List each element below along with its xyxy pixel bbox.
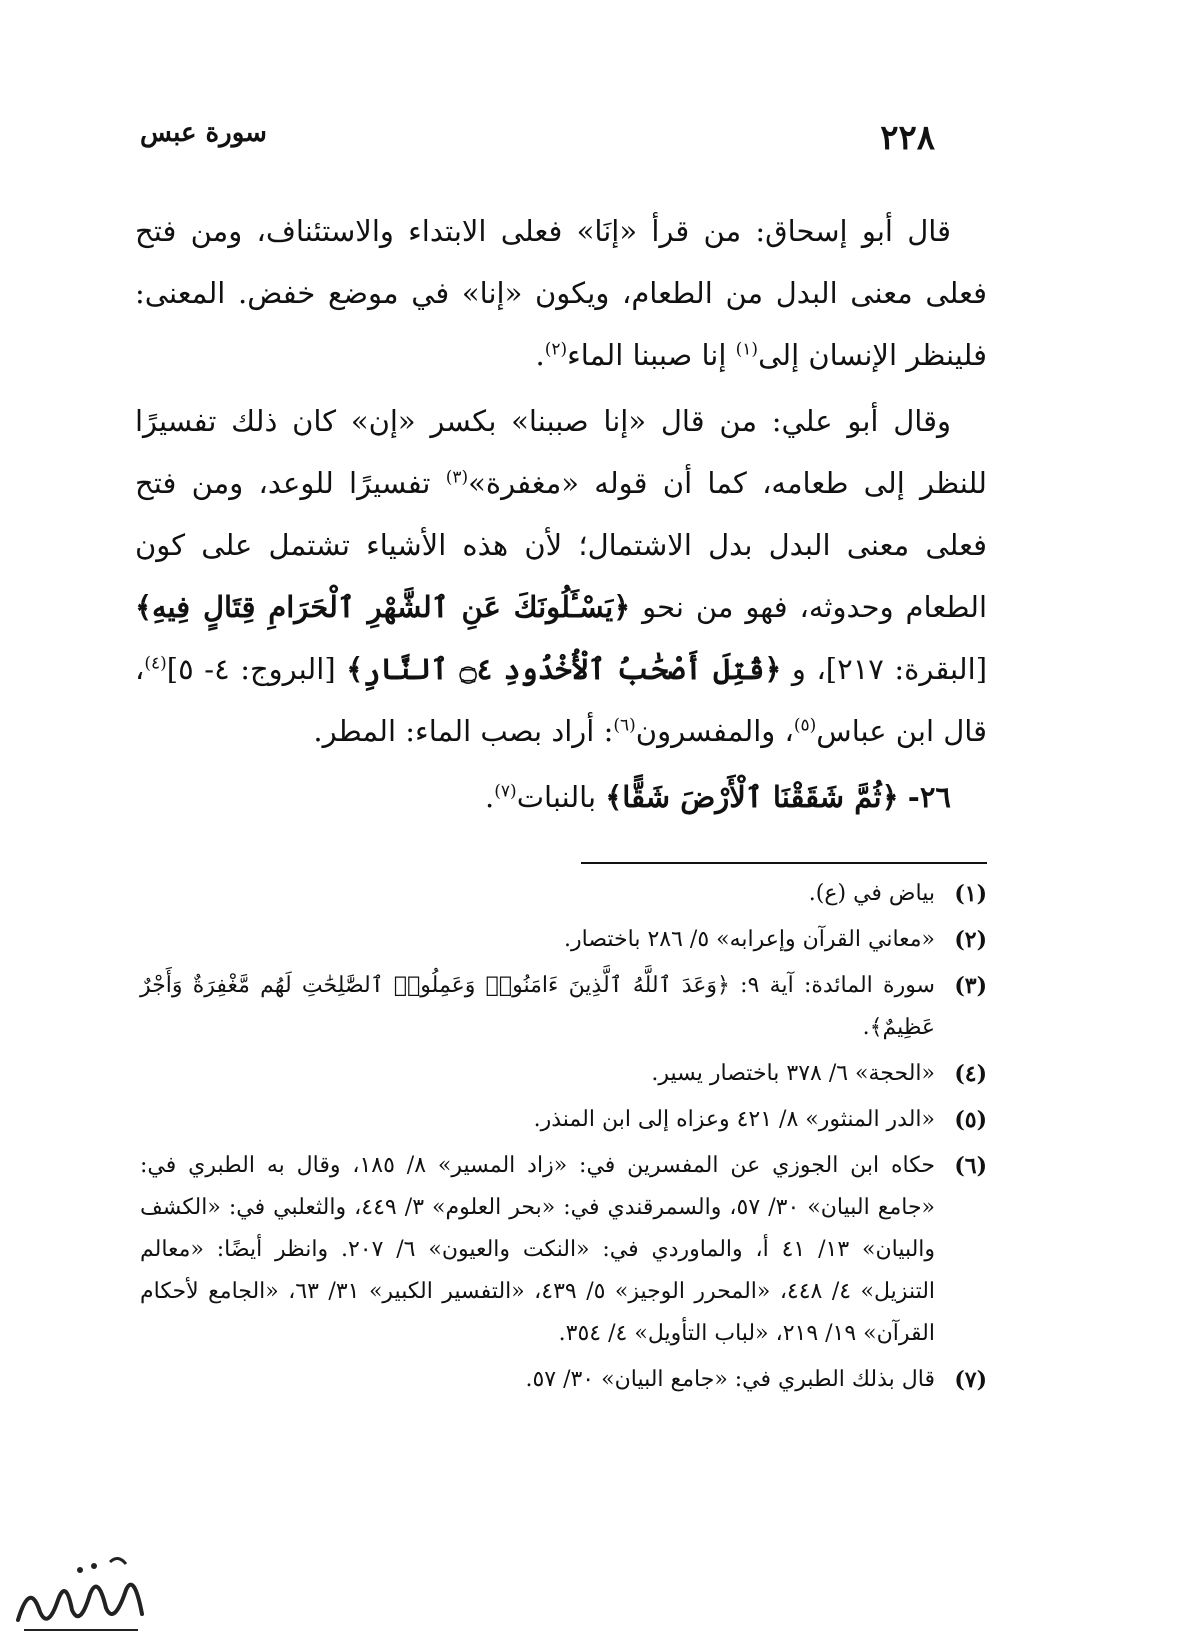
footnote-ref-7[interactable]: (٧) <box>494 781 517 802</box>
footnote-ref-6[interactable]: (٦) <box>613 715 636 736</box>
paragraph-text: . <box>535 338 545 372</box>
page-header <box>140 118 935 168</box>
paragraph-text: [البروج: ٤- ٥] <box>166 652 347 686</box>
footnote-2 <box>140 919 987 961</box>
quran-quote: ﴿يَسْـَٔلُونَكَ عَنِ ٱلشَّهْرِ ٱلْحَرَامِ قِتَالٍ فِيهِ﴾ <box>135 590 631 624</box>
paragraph-text: بالنبات <box>516 780 606 814</box>
footnote-6 <box>140 1145 987 1355</box>
footnote-number: (٣) <box>954 973 987 999</box>
calligraphy-logo-icon <box>10 1550 150 1640</box>
footnote-3 <box>140 965 987 1049</box>
paragraph-text: ، والمفسرون <box>635 714 794 748</box>
paragraph-abu-ishaq <box>135 200 987 386</box>
verse-26 <box>135 766 951 828</box>
footnote-text: سورة المائدة: آية ٩: ﴿وَعَدَ ٱللَّهُ ٱلَّذِينَ ءَامَنُوا۟ وَعَمِلُوا۟ ٱلصَّٰلِحَٰتِ لَهُم مَّغْفِرَةٌ وَأَجْرٌ عَظِيمٌ﴾. <box>140 973 935 1040</box>
footnote-number: (٤) <box>954 1061 987 1087</box>
footnote-number: (٧) <box>954 1367 987 1393</box>
footnotes <box>140 873 987 1405</box>
paragraph-text: وقال أبو علي: من قال «إنا صببنا» بكسر «إن» كان ذلك تفسيرًا للنظر إلى طعامه، كما أن قوله «مغفرة» <box>135 404 987 500</box>
paragraph-text: قال أبو إسحاق: من قرأ «إنَا» فعلى الابتداء والاستئناف، ومن فتح فعلى معنى البدل من الطعام، ويكون «إنا» في موضع خفض. المعنى: فلينظر الإنسان إلى <box>135 214 987 372</box>
footnote-5 <box>140 1099 987 1141</box>
paragraph-abu-ali <box>135 390 987 762</box>
footnote-text: بياض في (ع). <box>808 881 935 906</box>
quran-quote: ﴿قُتِلَ أَصْحَٰبُ ٱلْأُخْدُودِ ۝٤ ٱلنَّارِ﴾ <box>346 652 782 686</box>
paragraph-text: إنا صببنا الماء <box>567 338 736 372</box>
footnote-text: حكاه ابن الجوزي عن المفسرين في: «زاد المسير» ٨/ ١٨٥، وقال به الطبري في: «جامع البيان» ٣٠/ ٥٧، والسمرقندي في: «بحر العلوم» ٣/ ٤٤٩، والثعلبي في: «الكشف والبيان» ١٣/ ٤١ أ، والماوردي في: «النكت والعيون» ٦/ ٢٠٧. وانظر أيضًا: «معالم التنزيل» ٤/ ٤٤٨، «المحرر الوجيز» ٥/ ٤٣٩، «التفسير الكبير» ٣١/ ٦٣، «الجامع لأحكام القرآن» ١٩/ ٢١٩، «لباب التأويل» ٤/ ٣٥٤. <box>140 1153 936 1346</box>
footnote-text: «الدر المنثور» ٨/ ٤٢١ وعزاه إلى ابن المنذر. <box>533 1107 935 1132</box>
running-title: سورة عبس <box>140 118 267 148</box>
footnote-ref-5[interactable]: (٥) <box>793 715 817 736</box>
footnote-ref-4[interactable]: (٤) <box>144 653 167 674</box>
footnote-4 <box>140 1053 987 1095</box>
footnote-7 <box>140 1359 987 1401</box>
footnote-ref-1[interactable]: (١) <box>735 339 759 360</box>
footnote-number: (١) <box>954 881 987 907</box>
footnote-number: (٦) <box>954 1153 987 1179</box>
footnote-number: (٢) <box>954 927 987 953</box>
main-text <box>135 200 987 832</box>
footnote-ref-3[interactable]: (٣) <box>445 467 469 488</box>
footnote-text: «الحجة» ٦/ ٣٧٨ باختصار يسير. <box>651 1061 935 1086</box>
page-number: ٢٢٨ <box>880 118 935 158</box>
verse-number: ٢٦- <box>907 780 951 814</box>
footnote-text: قال بذلك الطبري في: «جامع البيان» ٣٠/ ٥٧. <box>525 1367 935 1392</box>
paragraph-text: تفسيرًا للوعد، ومن فتح فعلى معنى البدل بدل الاشتمال؛ لأن هذه الأشياء تشتمل على كون الطعام وحدوثه، فهو من نحو <box>135 466 987 624</box>
paragraph-text: [البقرة: ٢١٧]، و <box>781 652 988 686</box>
quran-quote: ﴿ثُمَّ شَقَقْنَا ٱلْأَرْضَ شَقًّا﴾ <box>605 780 899 814</box>
footnote-number: (٥) <box>954 1107 987 1133</box>
footnote-1 <box>140 873 987 915</box>
paragraph-text: ، قال ابن عباس <box>135 652 987 748</box>
paragraph-text: . <box>485 780 495 814</box>
footnote-text: «معاني القرآن وإعرابه» ٥/ ٢٨٦ باختصار. <box>564 927 935 952</box>
footnote-ref-2[interactable]: (٢) <box>544 339 568 360</box>
footnote-separator <box>581 862 987 864</box>
paragraph-text: : أراد بصب الماء: المطر. <box>313 714 614 748</box>
